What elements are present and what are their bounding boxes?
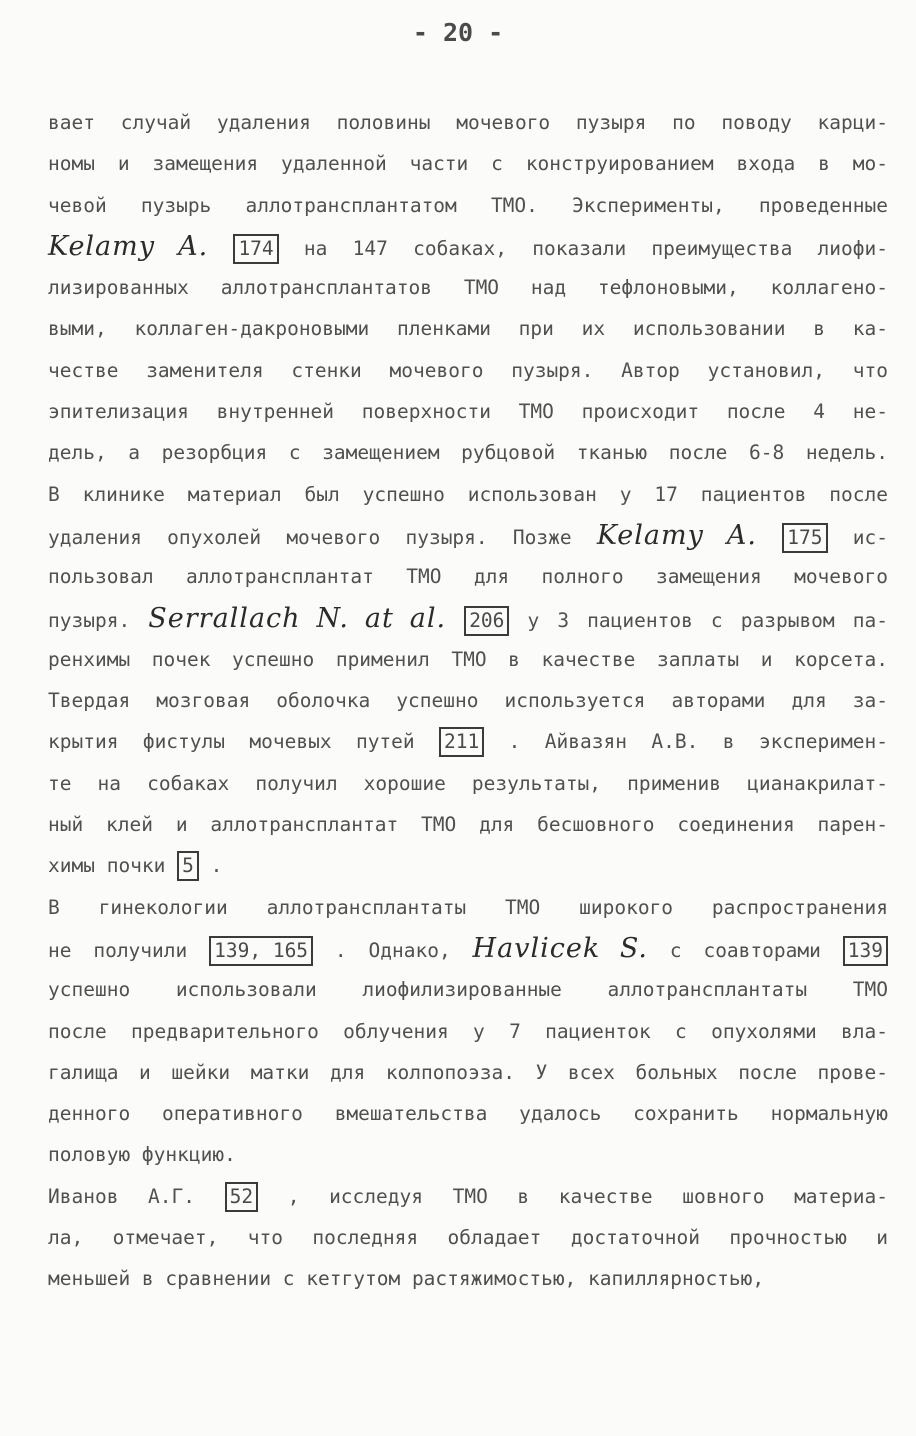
text-run: денного оперативного вмешательства удалось сохранить нормальную — [48, 1102, 888, 1126]
text-line — [48, 1258, 888, 1299]
text-run: не получили — [48, 938, 188, 962]
text-run: меньшей в сравнении с кетгутом растяжимостью, капиллярностью, — [48, 1267, 765, 1291]
citation-ref: 52 — [225, 1182, 258, 1212]
text-line — [48, 1052, 888, 1093]
text-run: . Айвазян А.В. в эксперимен- — [508, 730, 888, 754]
text-line — [48, 1011, 888, 1052]
text-line — [48, 308, 888, 349]
handwritten-author: Havlicek S. — [472, 932, 648, 964]
text-run: пузыря. — [48, 608, 131, 632]
body-text — [48, 102, 888, 1300]
text-line — [48, 598, 888, 639]
text-line — [48, 887, 888, 928]
text-run: удаления опухолей мочевого пузыря. Позже — [48, 525, 572, 549]
text-line — [48, 185, 888, 226]
text-run: успешно использовали лиофилизированные аллотрансплантаты ТМО — [48, 978, 888, 1002]
text-line — [48, 680, 888, 721]
handwritten-author: Kelamy A. — [596, 519, 758, 551]
citation-ref: 139 — [843, 936, 888, 966]
text-line — [48, 928, 888, 969]
text-line — [48, 721, 888, 762]
text-run: после предварительного облучения у 7 пациенток с опухолями вла- — [48, 1019, 888, 1043]
citation-ref: 139, 165 — [209, 936, 313, 966]
text-run: честве заменителя стенки мочевого пузыря. Автор установил, что — [48, 358, 888, 382]
text-run: у 3 пациентов с разрывом па- — [527, 608, 888, 632]
citation-ref: 175 — [782, 523, 827, 553]
text-run: те на собаках получил хорошие результаты, применив цианакрилат- — [48, 771, 888, 795]
text-run: ла, отмечает, что последняя обладает достаточной прочностью и — [48, 1226, 888, 1250]
text-line — [48, 1176, 888, 1217]
handwritten-author: Kelamy A. — [48, 230, 209, 262]
text-run: чевой пузырь аллотрансплантатом ТМО. Эксперименты, проведенные — [48, 193, 888, 217]
citation-ref: 5 — [177, 851, 199, 881]
text-line — [48, 804, 888, 845]
text-run: половую функцию. — [48, 1143, 236, 1167]
citation-ref: 174 — [233, 234, 278, 264]
text-run: ис- — [852, 525, 888, 549]
citation-ref: 211 — [439, 727, 484, 757]
text-line — [48, 1093, 888, 1134]
text-line — [48, 267, 888, 308]
text-run: вает случай удаления половины мочевого пузыря по поводу карци- — [48, 111, 888, 134]
text-run: химы почки — [48, 854, 166, 878]
text-run: Иванов А.Г. — [48, 1184, 196, 1208]
handwritten-author: Serrallach N. at al. — [148, 602, 447, 634]
text-line — [48, 474, 888, 515]
text-run: Твердая мозговая оболочка успешно используется авторами для за- — [48, 689, 888, 713]
text-line — [48, 143, 888, 184]
text-line — [48, 226, 888, 267]
text-run: номы и замещения удаленной части с конструированием входа в мо- — [48, 152, 888, 176]
text-run: галища и шейки матки для колпопоэза. У всех больных после прове- — [48, 1060, 888, 1084]
text-line — [48, 969, 888, 1010]
text-line — [48, 639, 888, 680]
text-line — [48, 556, 888, 597]
text-run: выми, коллаген-дакроновыми пленками при их использовании в ка- — [48, 317, 888, 341]
text-line — [48, 515, 888, 556]
text-line — [48, 432, 888, 473]
text-run: дель, а резорбция с замещением рубцовой тканью после 6-8 недель. — [48, 441, 888, 465]
text-run: лизированных аллотрансплантатов ТМО над тефлоновыми, коллагено- — [48, 276, 888, 300]
text-run: , исследуя ТМО в качестве шовного материа- — [287, 1184, 888, 1208]
text-run: . Однако, — [334, 938, 451, 962]
text-run: ренхимы почек успешно применил ТМО в качестве заплаты и корсета. — [48, 647, 888, 671]
text-line — [48, 845, 888, 886]
page-number: - 20 - — [412, 18, 504, 47]
text-run: В клинике материал был успешно использован у 17 пациентов после — [48, 482, 888, 506]
text-line — [48, 1217, 888, 1258]
text-run: пользовал аллотрансплантат ТМО для полного замещения мочевого — [48, 565, 888, 589]
text-run: . — [210, 854, 223, 878]
text-run: на 147 собаках, показали преимущества лиофи- — [303, 236, 888, 260]
text-line — [48, 763, 888, 804]
text-run: В гинекологии аллотрансплантаты ТМО широкого распространения — [48, 895, 888, 919]
citation-ref: 206 — [464, 606, 509, 636]
text-run: крытия фистулы мочевых путей — [48, 730, 415, 754]
text-run: с соавторами — [669, 938, 821, 962]
text-line — [48, 391, 888, 432]
text-line — [48, 102, 888, 143]
text-run: ный клей и аллотрансплантат ТМО для бесшовного соединения парен- — [48, 813, 888, 837]
text-line — [48, 350, 888, 391]
text-run: эпителизация внутренней поверхности ТМО происходит после 4 не- — [48, 400, 888, 424]
text-line — [48, 1134, 888, 1175]
